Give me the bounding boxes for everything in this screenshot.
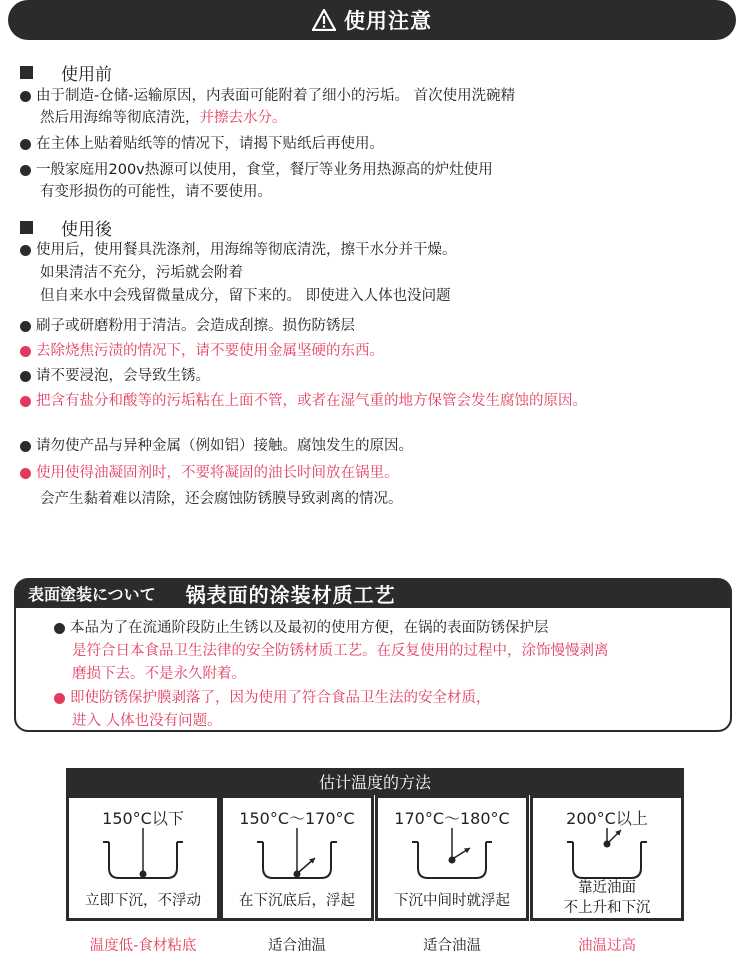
- pot-diagram-icon: [69, 828, 217, 888]
- bullet-dot-icon: [20, 165, 31, 176]
- list-item-text: 请不要浸泡，会导致生锈。: [36, 368, 210, 384]
- temperature-description: 下沉中间时就浮起: [394, 893, 510, 909]
- list-item-text: 刷子或研磨粉用于清洁。会造成刮擦。损伤防锈层: [36, 318, 355, 334]
- temperature-range: 200°C以上: [566, 809, 648, 828]
- square-bullet-icon: [20, 221, 33, 234]
- list-item: [20, 134, 384, 154]
- list-item-text: 一般家庭用200v热源可以使用，食堂，餐厅等业务用热源高的炉灶使用: [36, 162, 493, 178]
- list-item: [40, 489, 403, 509]
- list-item-text: 会产生黏着难以清除，还会腐蚀防锈膜导致剥离的情况。: [40, 491, 403, 507]
- temperature-description: 立即下沉，不浮动: [85, 893, 201, 909]
- coating-header-jp: 表面塗装について: [28, 584, 156, 604]
- temperature-panel: [66, 768, 684, 928]
- bullet-dot-icon: [20, 139, 31, 150]
- pot-diagram-icon: [378, 828, 526, 888]
- page-title: 使用注意: [344, 9, 432, 33]
- list-item-text: 使用后，使用餐具洗涤剂，用海绵等彻底清洗，擦干水分并干燥。: [36, 242, 457, 258]
- bullet-dot-icon: [20, 371, 31, 382]
- list-item-text: 有变形损伤的可能性，请不要使用。: [40, 184, 272, 200]
- bullet-dot-icon: [20, 441, 31, 452]
- list-item: [40, 263, 243, 283]
- list-item-text: 由于制造-仓储-运输原因，内表面可能附着了细小的污垢。 首次使用洗碗精: [36, 88, 516, 104]
- temperature-verdict: 油温过高: [578, 938, 636, 954]
- bullet-dot-icon: [20, 245, 31, 256]
- temperature-range: 150°C〜170°C: [239, 809, 355, 828]
- coating-header-cn: 锅表面的涂装材质工艺: [185, 582, 396, 607]
- bullet-dot-icon: [20, 346, 31, 357]
- list-item-text: 请勿使产品与异种金属（例如铝）接触。腐蚀发生的原因。: [36, 438, 413, 454]
- bullet-dot-icon: [20, 91, 31, 102]
- list-item: [40, 286, 451, 306]
- list-item: [20, 463, 399, 483]
- list-item: [54, 688, 491, 708]
- section-after-heading: [20, 215, 112, 240]
- list-item: [20, 391, 587, 411]
- list-item: [54, 618, 549, 638]
- pot-diagram-icon: [223, 828, 371, 888]
- list-item: [72, 711, 222, 731]
- list-item-text: 把含有盐分和酸等的污垢粘在上面不管，或者在湿气重的地方保管会发生腐蚀的原因。: [36, 393, 587, 409]
- bullet-dot-icon: [20, 321, 31, 332]
- list-item-text: 去除烧焦污渍的情况下，请不要使用金属坚硬的东西。: [36, 343, 384, 359]
- list-item-text: 是符合日本食品卫生法律的安全防锈材质工艺。在反复使用的过程中，涂饰慢慢剥离: [72, 643, 609, 659]
- section-before-heading: [20, 60, 112, 85]
- temperature-verdict: 适合油温: [268, 938, 326, 954]
- temperature-cell: [66, 795, 220, 921]
- temperature-heading: 估计温度的方法: [66, 768, 684, 795]
- list-item-text: 并擦去水分。: [199, 110, 287, 126]
- bullet-dot-icon: [54, 693, 65, 704]
- list-item-text: 即使防锈保护膜剥落了，因为使用了符合食品卫生法的安全材质，: [70, 690, 491, 706]
- list-item-text: 在主体上贴着贴纸等的情况下，请揭下贴纸后再使用。: [36, 136, 384, 152]
- bullet-dot-icon: [20, 396, 31, 407]
- list-item-text: 然后用海绵等彻底清洗，: [40, 110, 200, 126]
- temperature-description: 不上升和下沉: [563, 900, 651, 916]
- section-before-title: 使用前: [61, 65, 112, 85]
- list-item-text: 磨损下去。不是永久附着。: [72, 666, 246, 682]
- list-item-text: 如果清洁不充分，污垢就会附着: [40, 265, 243, 281]
- temperature-description: 靠近油面: [578, 880, 636, 896]
- list-item: [20, 86, 515, 106]
- temperature-description: 在下沉底后，浮起: [239, 893, 355, 909]
- list-item: [20, 366, 210, 386]
- list-item-text: 但自来水中会残留微量成分，留下来的。 即使进入人体也没问题: [40, 288, 451, 304]
- list-item-text: 本品为了在流通阶段防止生锈以及最初的使用方便，在锅的表面防锈保护层: [70, 620, 549, 636]
- section-after-title: 使用後: [61, 220, 112, 240]
- list-item: [40, 108, 287, 128]
- temperature-cell: [530, 795, 684, 921]
- list-item: [20, 341, 384, 361]
- list-item: [20, 316, 355, 336]
- list-item: [20, 436, 413, 456]
- list-item-text: 进入 人体也没有问题。: [72, 713, 222, 729]
- temperature-range: 170°C〜180°C: [394, 809, 510, 828]
- list-item: [72, 641, 609, 661]
- title-bar: [8, 0, 736, 40]
- bullet-dot-icon: [54, 623, 65, 634]
- temperature-verdict: 适合油温: [423, 938, 481, 954]
- warning-icon: [312, 9, 336, 31]
- list-item: [72, 664, 246, 684]
- square-bullet-icon: [20, 66, 33, 79]
- coating-header: [14, 578, 732, 608]
- list-item: [40, 182, 272, 202]
- list-item: [20, 240, 457, 260]
- list-item: [20, 160, 493, 180]
- temperature-cell: [375, 795, 529, 921]
- temperature-verdict: 温度低-食材粘底: [89, 938, 197, 954]
- list-item-text: 使用使得油凝固剂时，不要将凝固的油长时间放在锅里。: [36, 465, 399, 481]
- temperature-range: 150°C以下: [102, 809, 184, 828]
- temperature-cell: [220, 795, 374, 921]
- bullet-dot-icon: [20, 468, 31, 479]
